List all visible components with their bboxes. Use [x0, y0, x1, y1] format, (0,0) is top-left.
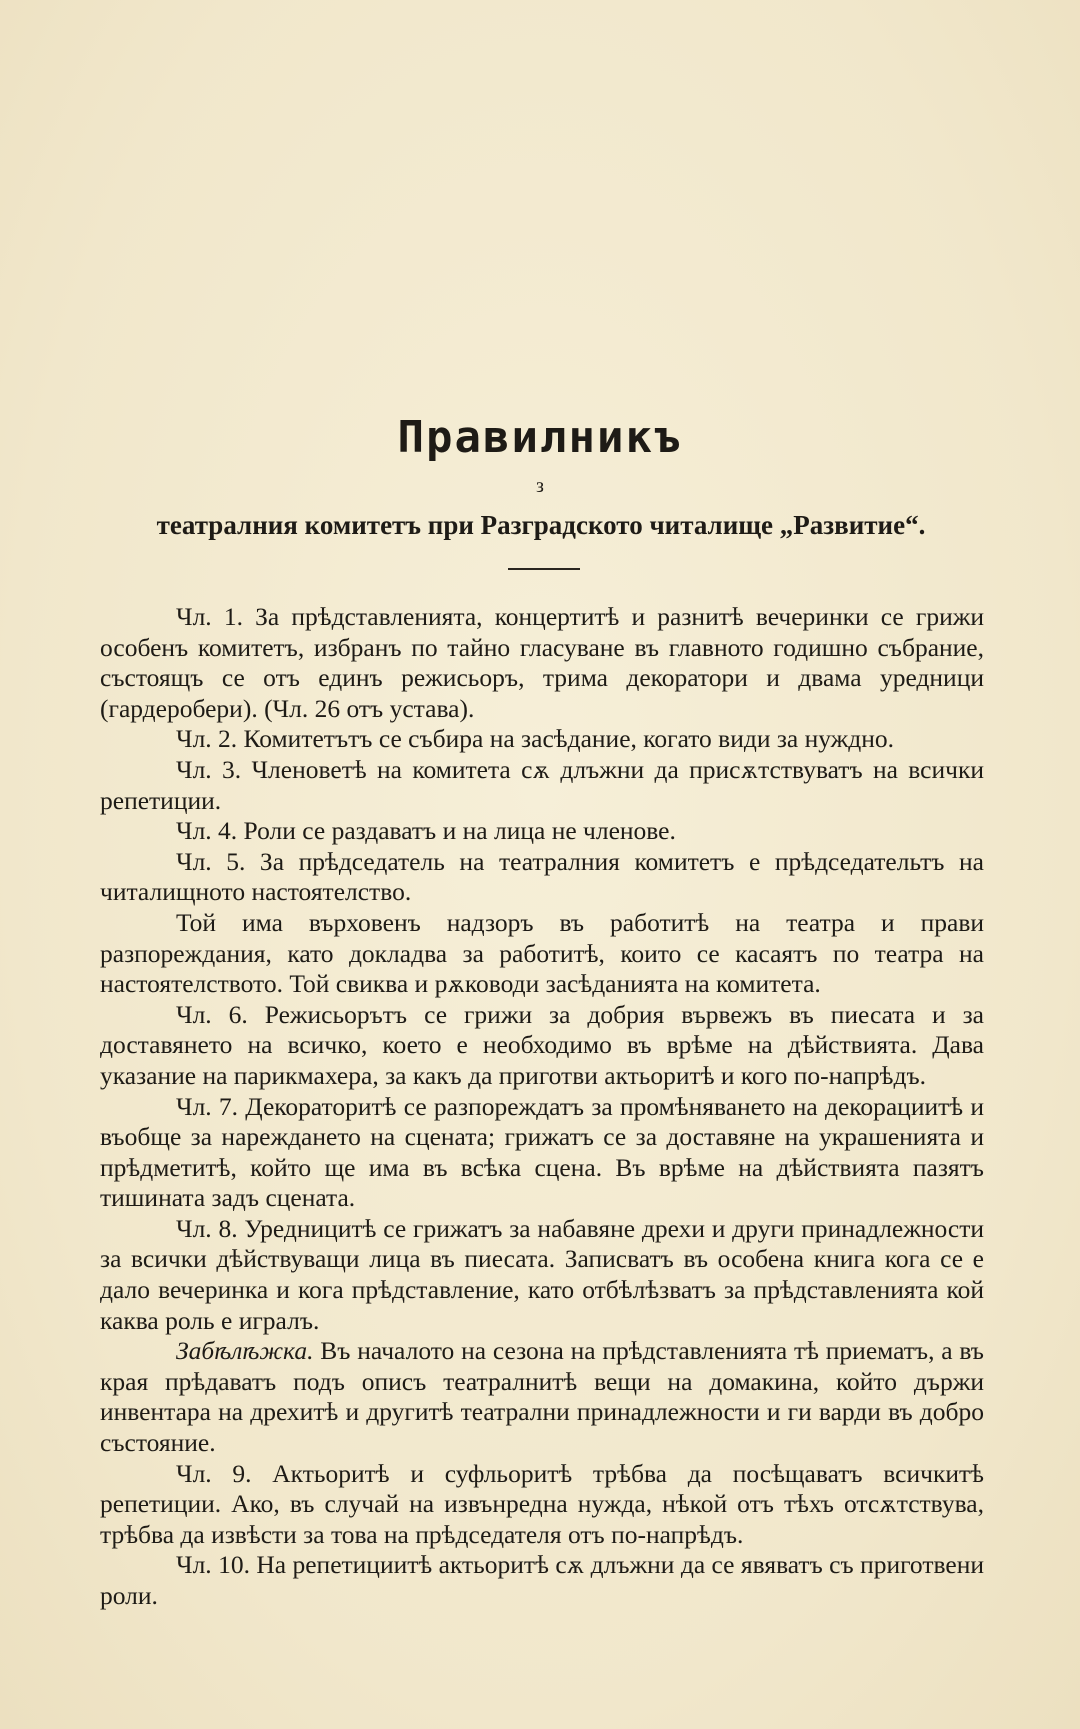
article-8: Чл. 8. Уредницитѣ се грижатъ за набавяне дрехи и други принадлежности за всички дѣйствуващи лица въ пиесата. Записватъ въ особена книга кога се е дало вечеринка и кога прѣдставление, като отбѣлѣзватъ за прѣдставленията кой каква роль е игралъ.: [100, 1213, 984, 1335]
article-5: Чл. 5. За прѣдседатель на театралния комитетъ е прѣдседательтъ на читалищното настоятелство.: [100, 846, 984, 907]
article-4: Чл. 4. Роли се раздаватъ и на лица не членове.: [176, 816, 676, 846]
document-title: Правилникъ: [397, 412, 683, 463]
article-5-continued: Той има върховенъ надзоръ въ работитѣ на театра и прави разпореждания, като докладва за работитѣ, които се касаятъ по театра на настоятелството. Той свиква и рѫководи засѣданията на комитета.: [100, 907, 984, 999]
note-paragraph: [100, 1336, 984, 1458]
document-body: [100, 602, 984, 1612]
title-divider: [508, 568, 580, 570]
article-6: Чл. 6. Режисьорътъ се грижи за добрия вървежъ въ пиесата и за доставянето на всичко, което е необходимо въ врѣме на дѣйствията. Дава указание на парикмахера, за какъ да приготви актьоритѣ и кого по-напрѣдъ.: [100, 999, 984, 1090]
article-10: Чл. 10. На репетициитѣ актьоритѣ сѫ длъжни да се явяватъ съ приготвени роли.: [100, 1550, 984, 1610]
article-2: Чл. 2. Комитетътъ се събира на засѣдание, когато види за нуждно.: [176, 724, 895, 754]
note-text: Въ началото на сезона на прѣдставленията тѣ приематъ, а въ края прѣдаватъ подъ описъ театралнитѣ вещи на домакина, който държи инвентара на дрехитѣ и другитѣ театрални принадлежности и ги варди въ добро състояние.: [100, 1336, 984, 1458]
article-9: Чл. 9. Актьоритѣ и суфльоритѣ трѣбва да посѣщаватъ всичкитѣ репетиции. Ако, въ случай на извънредна нужда, нѣкой отъ тѣхъ отсѫтствува, трѣбва да извѣсти за това на прѣдседателя отъ по-напрѣдъ.: [100, 1458, 984, 1549]
article-7: Чл. 7. Декораторитѣ се разпореждатъ за промѣняването на декорациитѣ и въобще за нареждането на сцената; грижатъ се за доставяне на украшенията и прѣдметитѣ, който ще има въ всѣка сцена. Въ врѣме на дѣйствията пазятъ тишината задъ сцената.: [100, 1091, 984, 1213]
article-3: Чл. 3. Членоветѣ на комитета сѫ длъжни да присѫтствуватъ на всички репетиции.: [100, 754, 984, 815]
title-sub-letter: з: [536, 475, 544, 497]
note-label: Забѣлѣжка.: [176, 1336, 314, 1366]
article-1: Чл. 1. За прѣдставленията, концертитѣ и разнитѣ вечеринки се грижи особенъ комитетъ, избранъ по тайно гласуване въ главното годишно събрание, състоящъ се отъ единъ режисьоръ, трима декоратори и двама уредници (гардеробери). (Чл. 26 отъ устава).: [100, 602, 984, 723]
document-subtitle: театралния комитетъ при Разградското читалище „Развитие“.: [156, 510, 926, 540]
